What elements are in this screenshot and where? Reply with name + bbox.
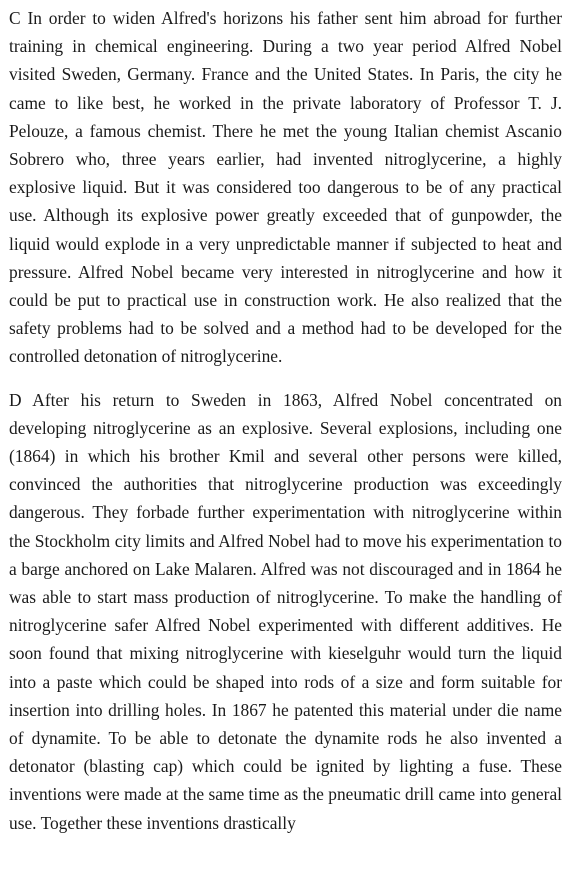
paragraph-c: C In order to widen Alfred's horizons his father sent him abroad for further training in chemical engineering. During a two year period Alfred Nobel visited Sweden, Germany. France and the United States. In Paris, the city he came to like best, he worked in the private laboratory of Professor T. J. Pelouze, a famous chemist. There he met the young Italian chemist Ascanio Sobrero who, three years earlier, had invented nitroglycerine, a highly explosive liquid. But it was considered too dangerous to be of any practical use. Although its explosive power greatly exceeded that of gunpowder, the liquid would explode in a very unpredictable manner if subjected to heat and pressure. Alfred Nobel became very interested in nitroglycerine and how it could be put to practical use in construction work. He also realized that the safety problems had to be solved and a method had to be developed for the controlled detonation of nitroglycerine. (9, 8, 562, 367)
paragraph-d: D After his return to Sweden in 1863, Alfred Nobel concentrated on developing nitroglycerine as an explosive. Several explosions, including one (1864) in which his brother Kmil and several other persons were killed, convinced the authorities that nitroglycerine production was exceedingly dangerous. They forbade further experimentation with nitroglycerine within the Stockholm city limits and Alfred Nobel had to move his experimentation to a barge anchored on Lake Malaren. Alfred was not discouraged and in 1864 he was able to start mass production of nitroglycerine. To make the handling of nitroglycerine safer Alfred Nobel experimented with different additives. He soon found that mixing nitroglycerine with kieselguhr would turn the liquid into a paste which could be shaped into rods of a size and form suitable for insertion into drilling holes. In 1867 he patented this material under die name of dynamite. To be able to detonate the dynamite rods he also invented a detonator (blasting cap) which could be ignited by lighting a fuse. These inventions were made at the same time as the pneumatic drill came into general use. Together these inventions drastically (9, 389, 562, 833)
